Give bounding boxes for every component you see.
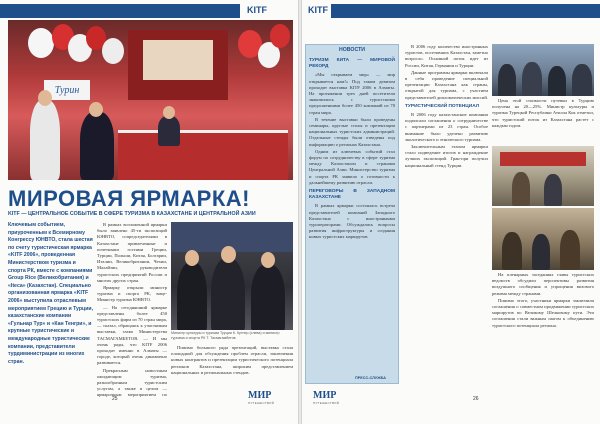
page-number: 25 xyxy=(112,396,118,402)
paragraph: На пленарных заседаниях главы туристских ведомств обсудили перспективы развития воздушного сообщения и упрощения визового режима между странами. xyxy=(492,272,594,296)
logo-text: МИР xyxy=(248,390,272,401)
balloon xyxy=(270,24,290,48)
right-header-bar xyxy=(331,4,600,18)
right-body-column-3b xyxy=(492,272,594,388)
article-subhead: KITF — ЦЕНТРАЛЬНОЕ СОБЫТИЕ В СФЕРЕ ТУРИЗМА В КАЗАХСТАНЕ И ЦЕНТРАЛЬНОЙ АЗИИ xyxy=(8,211,256,217)
person-head xyxy=(38,90,52,106)
right-body-column xyxy=(405,44,488,390)
article-headline: МИРОВАЯ ЯРМАРКА! xyxy=(8,186,250,211)
stand-banner xyxy=(500,152,586,166)
left-header-bar xyxy=(0,4,240,18)
paragraph: Помимо этого, участники ярмарки заключили соглашения о совместном продвижении туристских маршрутов по Великому Шелковому пути. Эти соглашения стали важным шагом к объединению туристского потенциала региона. xyxy=(492,297,594,328)
person-head xyxy=(185,250,199,266)
news-footer: ПРЕСС-СЛУЖБА xyxy=(355,376,386,380)
news-paragraph: Одним из ключевых событий стал форум по сотрудничеству в сфере туризма между Казахстаном и странами Центральной Азии. Министерство туризма и спорта РК заявило о готовности к дальнейшему развитию отрасли. xyxy=(309,148,395,185)
counter-desk xyxy=(118,130,288,180)
person-figure xyxy=(502,232,522,270)
news-heading: ПЕРЕГОВОРЫ В ЗАПАДНОМ КАЗАХСТАНЕ xyxy=(309,189,395,201)
paragraph: Цена этой стоимости путевки в Турцию получена на 20—25%. Министр культуры и туризма Турецкой Республики Атилла Кок отметил, что туристский поток из Казахстана растет с каждым годом. xyxy=(492,98,594,128)
stand-photo xyxy=(492,146,594,206)
person-figure xyxy=(498,64,516,96)
person-figure xyxy=(532,234,550,270)
person-figure xyxy=(560,230,580,270)
person-head xyxy=(221,246,236,263)
person-head xyxy=(163,106,175,119)
paragraph: Ярмарку открыли министр туризма и спорта РК, вице-Министр туризма ЮНВТО. xyxy=(97,285,167,303)
paragraph: Помимо большого ряда презентаций, выставка стала площадкой для обсуждения проблем отрасли, заключения новых контрактов и презентации туристического потенциала регионов Казахстана, широким представлением национальных и региональных стендов. xyxy=(171,345,293,375)
section-heading: ТУРИСТИЧЕСКИЙ ПОТЕНЦИАЛ xyxy=(405,103,480,109)
paragraph: В 2006 году количество иностранных туристов, посетивших Казахстан, заметно возросло. Основной поток идет из России, Китая, Германии и Турции. xyxy=(405,44,488,68)
crowd-photo xyxy=(492,44,594,96)
person-figure xyxy=(211,258,245,330)
news-title: НОВОСТИ xyxy=(339,47,365,53)
news-heading: ТУРИЗМ КИТА — МИРОВОЙ РЕКОРД xyxy=(309,58,395,70)
balloon xyxy=(28,28,54,58)
right-section-tag: KITF xyxy=(305,4,331,16)
magazine-logo xyxy=(313,390,339,405)
paragraph: В рамках возложенной ярмарки было заявлено 45-ти экспозиций ЮНВТО, сопредседателями в Казахстане привлеченные и почетными гостями Греции, Турции, Польши, Китая, Болгарии, Италии, Великобритании, Чехии, Малайзии, руководители туристских предприятий России и многих других стран. xyxy=(97,222,167,283)
person-figure xyxy=(548,66,566,96)
hall-photo xyxy=(492,208,594,270)
ministers-photo xyxy=(171,222,293,330)
left-section-tag: KITF xyxy=(244,4,270,16)
person-figure xyxy=(522,62,542,96)
logo-text: МИР xyxy=(313,390,337,401)
paragraph: В 2006 году казахстанские компании подписали соглашения о сотрудничестве с партнерами из 23 стран. Особое внимание было уделено развитию экологического и этнического туризма. xyxy=(405,112,488,142)
person-figure xyxy=(572,64,592,96)
news-paragraph: «Мы открываем мир» — мир открывается нам!» Под таким девизом проходит выставка KITF 2006 в Алматы. На протяжении трех дней посетители знакомились с туристскими предложениями более 450 компаний из 70 стран мира. xyxy=(309,72,395,115)
photo-caption: Министр культуры и туризма Турции К. Кутнер (слева) и министр туризма и спорта РК Т. Тасмагамбетов xyxy=(171,331,280,340)
person-figure xyxy=(251,264,285,330)
logo-subtext: ПУТЕШЕСТВИЙ xyxy=(313,401,340,405)
news-column xyxy=(309,55,395,381)
news-paragraph: В рамках ярмарки состоялась встреча представителей компаний Западного Казахстана с иностранными туроператорами. Обсуждались вопросы развития инфраструктуры и создания новых туристских маршрутов. xyxy=(309,203,395,240)
booth-screen xyxy=(143,40,213,80)
left-body-column xyxy=(97,222,167,400)
logo-subtext: ПУТЕШЕСТВИЙ xyxy=(248,401,275,405)
page-number: 26 xyxy=(473,396,479,402)
person-head xyxy=(261,252,275,268)
paragraph: — На сегодняшний ярмарке представлены более 450 туристских фирм из 70 стран мира, — сказал, обращаясь к участникам выставки, глава Министерства ТАСМАГАМБЕТОВ. — И мы очень рады, что KITF 2006 проходит именно в Алматы — городе, который очень динамично развивается. xyxy=(97,304,167,366)
person-figure xyxy=(30,100,60,180)
paragraph: Данные программы ярмарки включали в себя проведение специальной презентации Казахстана как страны, открытой для туризма, с участием представителей дипломатических миссий. xyxy=(405,69,488,100)
booth-sign: Турин xyxy=(44,80,90,100)
left-body-column-3 xyxy=(171,345,293,400)
balloon xyxy=(102,38,124,64)
exhibition-photo xyxy=(8,20,293,180)
person-figure xyxy=(80,112,114,180)
person-figure xyxy=(512,172,530,206)
article-lead: Ключевым событием, приуроченным к Всемирному Конгрессу ЮНВТО, стала шестая по счету туристическая ярмарка «KITF 2006», проведенная Министерством туризма и спорта РК, вместе с компаниями Group Rice (Великобритания) и «Iteca» (Казахстан). Специально организованная ярмарка «KITF 2006» выступила отраслевым мероприятием Грецию и Турции, казахстанские компании «Гульнар Тур» и «Кан Тенгри», и крупные туристические и международные туристические компании, представители турдиминистрации из многих стран. xyxy=(8,222,94,365)
person-head xyxy=(89,102,103,117)
paragraph: Заключительным этапом ярмарки стало подведение итогов и награждение лучших экспозиций. Гран-при получил национальный стенд Турции. xyxy=(405,144,488,168)
magazine-logo xyxy=(248,390,274,405)
paragraph: Прекрасным новостным ожидающим туризма, разнообразным туристским услугам, а также в целом — ярмарочным мероприятием по xyxy=(97,367,167,398)
person-figure xyxy=(544,174,562,206)
person-figure xyxy=(177,262,207,330)
right-body-column-3a xyxy=(492,98,594,144)
news-paragraph: В течение выставки были проведены семинары, круглые столы и презентации национальных туристских администраций. Отдельные стенды были отведены под информацию о регионах Казахстана. xyxy=(309,116,395,147)
person-figure xyxy=(158,116,180,146)
